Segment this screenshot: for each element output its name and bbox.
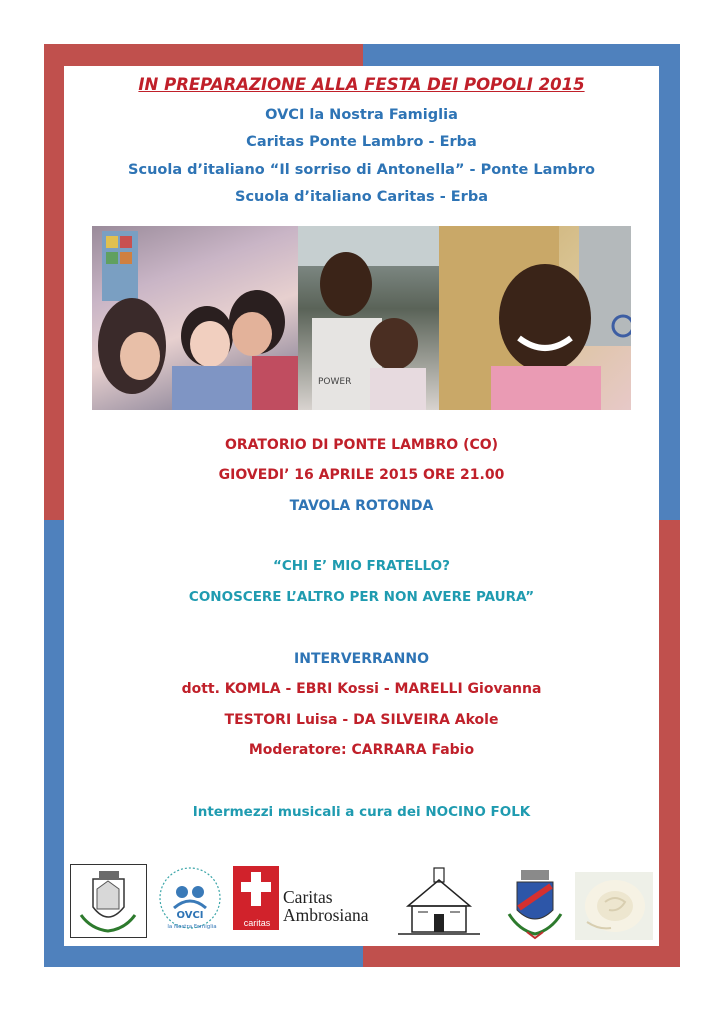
caritas-name-line-1: Caritas <box>283 887 333 907</box>
ovci-logo-label: OVCI <box>176 910 204 921</box>
caritas-ambrosiana-logo <box>233 866 385 936</box>
ovci-logo-sub: la Nostra Famiglia <box>167 924 217 930</box>
photo-smiling-child <box>439 226 631 410</box>
white-rose-image <box>575 872 653 940</box>
speakers-line-2: TESTORI Luisa - DA SILVEIRA Akole <box>224 712 499 728</box>
town-coat-of-arms-logo <box>505 868 565 940</box>
svg-text:POWER: POWER <box>318 377 352 387</box>
poster-title: IN PREPARAZIONE ALLA FESTA DEI POPOLI 2015 <box>138 75 585 94</box>
caritas-small-label: caritas <box>243 918 271 928</box>
speakers-line-1: dott. KOMLA - EBRI Kossi - MARELLI Giovanna <box>181 681 542 697</box>
church-drawing-logo <box>398 866 480 938</box>
event-format: TAVOLA ROTONDA <box>289 498 434 514</box>
event-venue: ORATORIO DI PONTE LAMBRO (CO) <box>224 437 499 453</box>
event-subtitle-tagline: CONOSCERE L’ALTRO PER NON AVERE PAURA” <box>188 589 535 605</box>
caritas-name <box>283 888 369 924</box>
organizer-school-caritas: Scuola d’italiano Caritas - Erba <box>235 189 488 205</box>
organizer-school-antonella: Scuola d’italiano “Il sorriso di Antonella” - Ponte Lambro <box>128 162 595 178</box>
speakers-heading: INTERVERRANNO <box>294 651 429 667</box>
organizer-ovci: OVCI la Nostra Famiglia <box>265 107 458 123</box>
event-subtitle-question: “CHI E’ MIO FRATELLO? <box>273 558 450 574</box>
event-datetime: GIOVEDI’ 16 APRILE 2015 ORE 21.00 <box>218 467 505 483</box>
organizer-caritas: Caritas Ponte Lambro - Erba <box>246 134 477 150</box>
municipal-crest-logo <box>70 864 147 938</box>
music-note: Intermezzi musicali a cura dei NOCINO FOLK <box>192 804 531 820</box>
ovci-logo <box>152 864 230 936</box>
speakers-moderator: Moderatore: CARRARA Fabio <box>248 742 475 758</box>
caritas-name-line-2: Ambrosiana <box>283 905 369 925</box>
photo-man-with-baby <box>298 226 439 410</box>
photo-children-group <box>92 226 298 410</box>
